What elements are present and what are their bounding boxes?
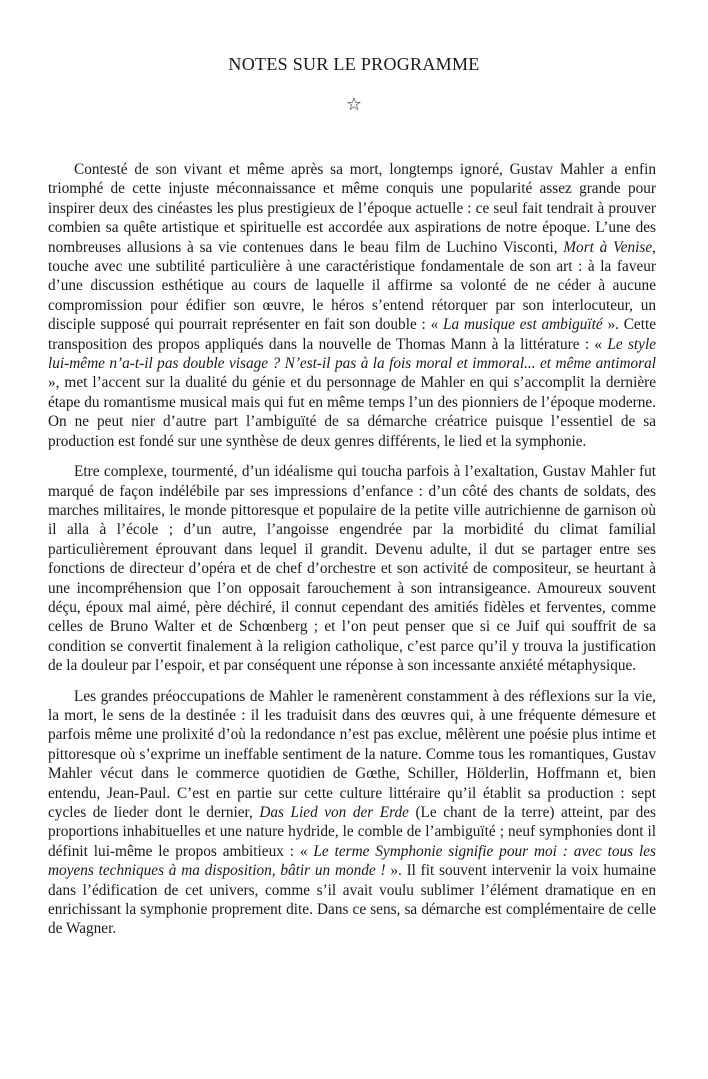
text-segment: », met l’accent sur la dualité du génie et du personnage de Mahler en qui s’accomplit la dernière étape du romantisme musical mais qui fut en même temps l’un des pionniers de l’époque moderne. On ne peut nier d’autre part l’ambiguïté de sa démarche créatrice puisque l’essentiel de sa production est fondé sur une synthèse de deux genres différents, le lied et la symphonie. bbox=[48, 374, 656, 450]
text-segment: ». Il fit souvent intervenir la voix humaine dans l’édification de cet univers, comme s’il avait voulu sublimer l’élément dramatique en en enrichissant la symphonie proprement dite. Dans ce sens, sa démarche est complémentaire de celle de Wagner. bbox=[48, 862, 656, 938]
text-segment: Contesté de son vivant et même après sa mort, longtemps ignoré, Gustav Mahler a enfin triomphé de cette injuste méconnaissance et même conquis une popularité assez grande pour inspirer deux des cinéastes les plus prestigieux de l’époque actuelle : ce seul fait tendrait à prouver combien sa quête artistique et spirituelle est accordée aux aspirations de notre époque. L’une des nombreuses allusions à sa vie contenues dans le beau film de Luchino Visconti, bbox=[48, 161, 656, 256]
star-ornament-icon: ☆ bbox=[345, 94, 363, 115]
page-title: NOTES SUR LE PROGRAMME bbox=[228, 54, 480, 74]
italic-segment: Le style lui-même n’a-t-il pas double visage ? N’est-il pas à la fois moral et immoral... et même antimoral bbox=[48, 335, 656, 373]
italic-segment: Mort à Venise, bbox=[563, 238, 656, 256]
text-segment: Etre complexe, tourmenté, d’un idéalisme qui toucha parfois à l’exaltation, Gustav Mahler fut marqué de façon indélébile par ses impressions d’enfance : d’un côté des chants de soldats, des marches militaires, le monde pittoresque et populaire de la petite ville autrichienne de garnison où il alla à l’école ; d’un autre, l’angoisse engendrée par la morbidité du climat familial particulièrement éprouvant dans lequel il grandit. Devenu adulte, il dut se partager entre ses fonctions de directeur d’opéra et de chef d’orchestre et son activité de compositeur, se heurtant à une incompréhension que l’on opposait farouchement à son intransigeance. Amoureux souvent déçu, époux mal aimé, père déchiré, il connut cependant des amitiés fidèles et ferventes, comme celles de Bruno Walter et de Schœnberg ; et l’on peut penser que si ce Juif qui souffrit de sa condition se convertit finalement à la religion catholique, c’est parce qu’il y trouva la justification de la douleur par l’espoir, et par conséquent une réponse à son incessante anxiété métaphysique. bbox=[48, 463, 656, 675]
italic-segment: Das Lied von der Erde bbox=[259, 804, 409, 821]
paragraph bbox=[48, 687, 656, 939]
text-segment: Les grandes préoccupations de Mahler le ramenèrent constamment à des réflexions sur la vie, la mort, le sens de la destinée : il les traduisit dans des œuvres qui, à une fréquente démesure et parfois même une prolixité d’où la redondance n’est pas exclue, mêlèrent une poésie plus intime et pittoresque où s’exprime un ineffable sentiment de la nature. Comme tous les romantiques, Gustav Mahler vécut dans le commerce quotidien de Gœthe, Schiller, Hölderlin, Hoffmann et, bien entendu, Jean-Paul. C’est en partie sur cette culture littéraire qu’il établit sa production : sept cycles de lieder dont le dernier, bbox=[48, 687, 656, 821]
text-segment: (Le chant de la terre) atteint, par des proportions inhabituelles et une nature hydride, le comble de l’ambiguïté ; neuf symphonies dont il définit lui-même le propos ambitieux : « bbox=[48, 804, 657, 860]
italic-segment: La musique est ambiguïté bbox=[443, 316, 603, 334]
paragraph bbox=[48, 462, 656, 675]
text-segment: ». Cette transposition des propos appliqués dans la nouvelle de Thomas Mann à la littérature : « bbox=[48, 316, 656, 353]
text-segment: touche avec une subtilité particulière à une caractéristique fondamentale de son art : à la faveur d’une discussion esthétique au cours de laquelle il affirme sa volonté de ne céder à aucune compromission pour édifier son œuvre, le héros s’entend rétorquer par son interlocuteur, un disciple supposé qui pourrait représenter en fait son double : « bbox=[48, 258, 656, 334]
italic-segment: Le terme Symphonie signifie pour moi : avec tous les moyens techniques à ma disposition, bâtir un monde ! bbox=[48, 842, 656, 880]
body-text bbox=[48, 160, 656, 950]
paragraph bbox=[48, 160, 656, 451]
